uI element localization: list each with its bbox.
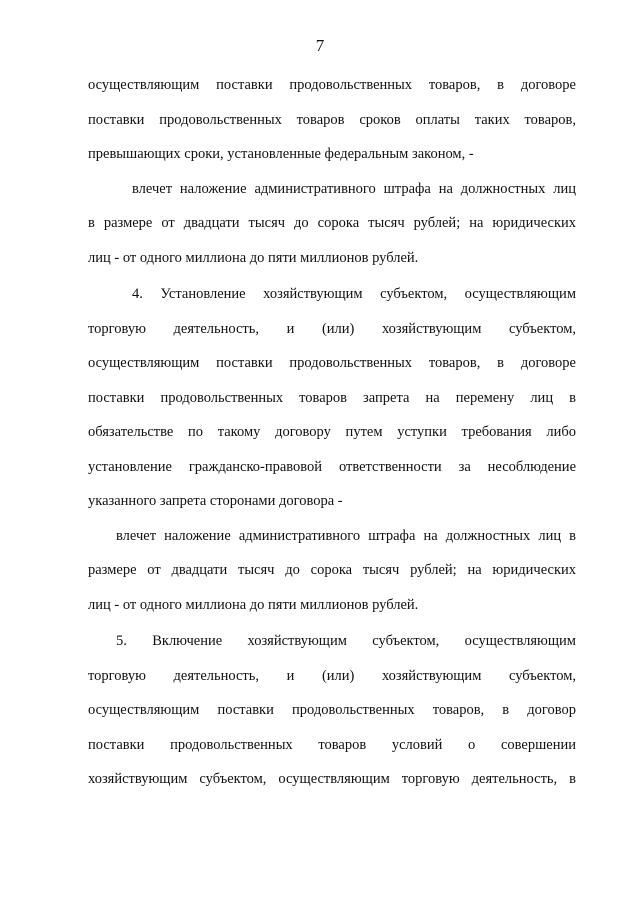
paragraph-line: 4. Установление хозяйствующим субъектом, осуществляющим xyxy=(132,286,576,302)
paragraph-line: осуществляющим поставки продовольственных товаров, в договоре xyxy=(88,77,576,93)
paragraph-line: поставки продовольственных товаров условий о совершении xyxy=(88,736,576,753)
paragraph-line: обязательстве по такому договору путем уступки требования либо xyxy=(88,424,576,440)
paragraph-line: размере от двадцати тысяч до сорока тысяч рублей; на юридических xyxy=(88,562,576,578)
paragraph-line: поставки продовольственных товаров запрета на перемену лиц в xyxy=(88,389,576,406)
paragraph-line: 5. Включение хозяйствующим субъектом, осуществляющим xyxy=(116,633,576,649)
paragraph-line: поставки продовольственных товаров сроков оплаты таких товаров, xyxy=(88,111,576,128)
paragraph-line: установление гражданско-правовой ответственности за несоблюдение xyxy=(88,458,576,475)
paragraph-line: осуществляющим поставки продовольственных товаров, в договоре xyxy=(88,355,576,371)
document-body xyxy=(88,68,576,797)
paragraph-line: лиц - от одного миллиона до пяти миллионов рублей. xyxy=(88,596,419,613)
paragraph-line: лиц - от одного миллиона до пяти миллионов рублей. xyxy=(88,249,419,266)
paragraph-line: влечет наложение административного штрафа на должностных лиц xyxy=(132,180,576,197)
paragraph-line: хозяйствующим субъектом, осуществляющим торговую деятельность, в xyxy=(88,771,576,787)
paragraph-line: влечет наложение административного штрафа на должностных лиц в xyxy=(116,527,576,544)
paragraph-line: торговую деятельность, и (или) хозяйствующим субъектом, xyxy=(88,320,576,337)
paragraph-line: превышающих сроки, установленные федеральным законом, - xyxy=(88,146,474,162)
paragraph-line: осуществляющим поставки продовольственных товаров, в договор xyxy=(88,702,576,718)
page-number: 7 xyxy=(315,36,325,55)
paragraph-line: в размере от двадцати тысяч до сорока тысяч рублей; на юридических xyxy=(88,215,576,231)
paragraph-line: торговую деятельность, и (или) хозяйствующим субъектом, xyxy=(88,667,576,684)
paragraph-line: указанного запрета сторонами договора - xyxy=(88,493,343,509)
